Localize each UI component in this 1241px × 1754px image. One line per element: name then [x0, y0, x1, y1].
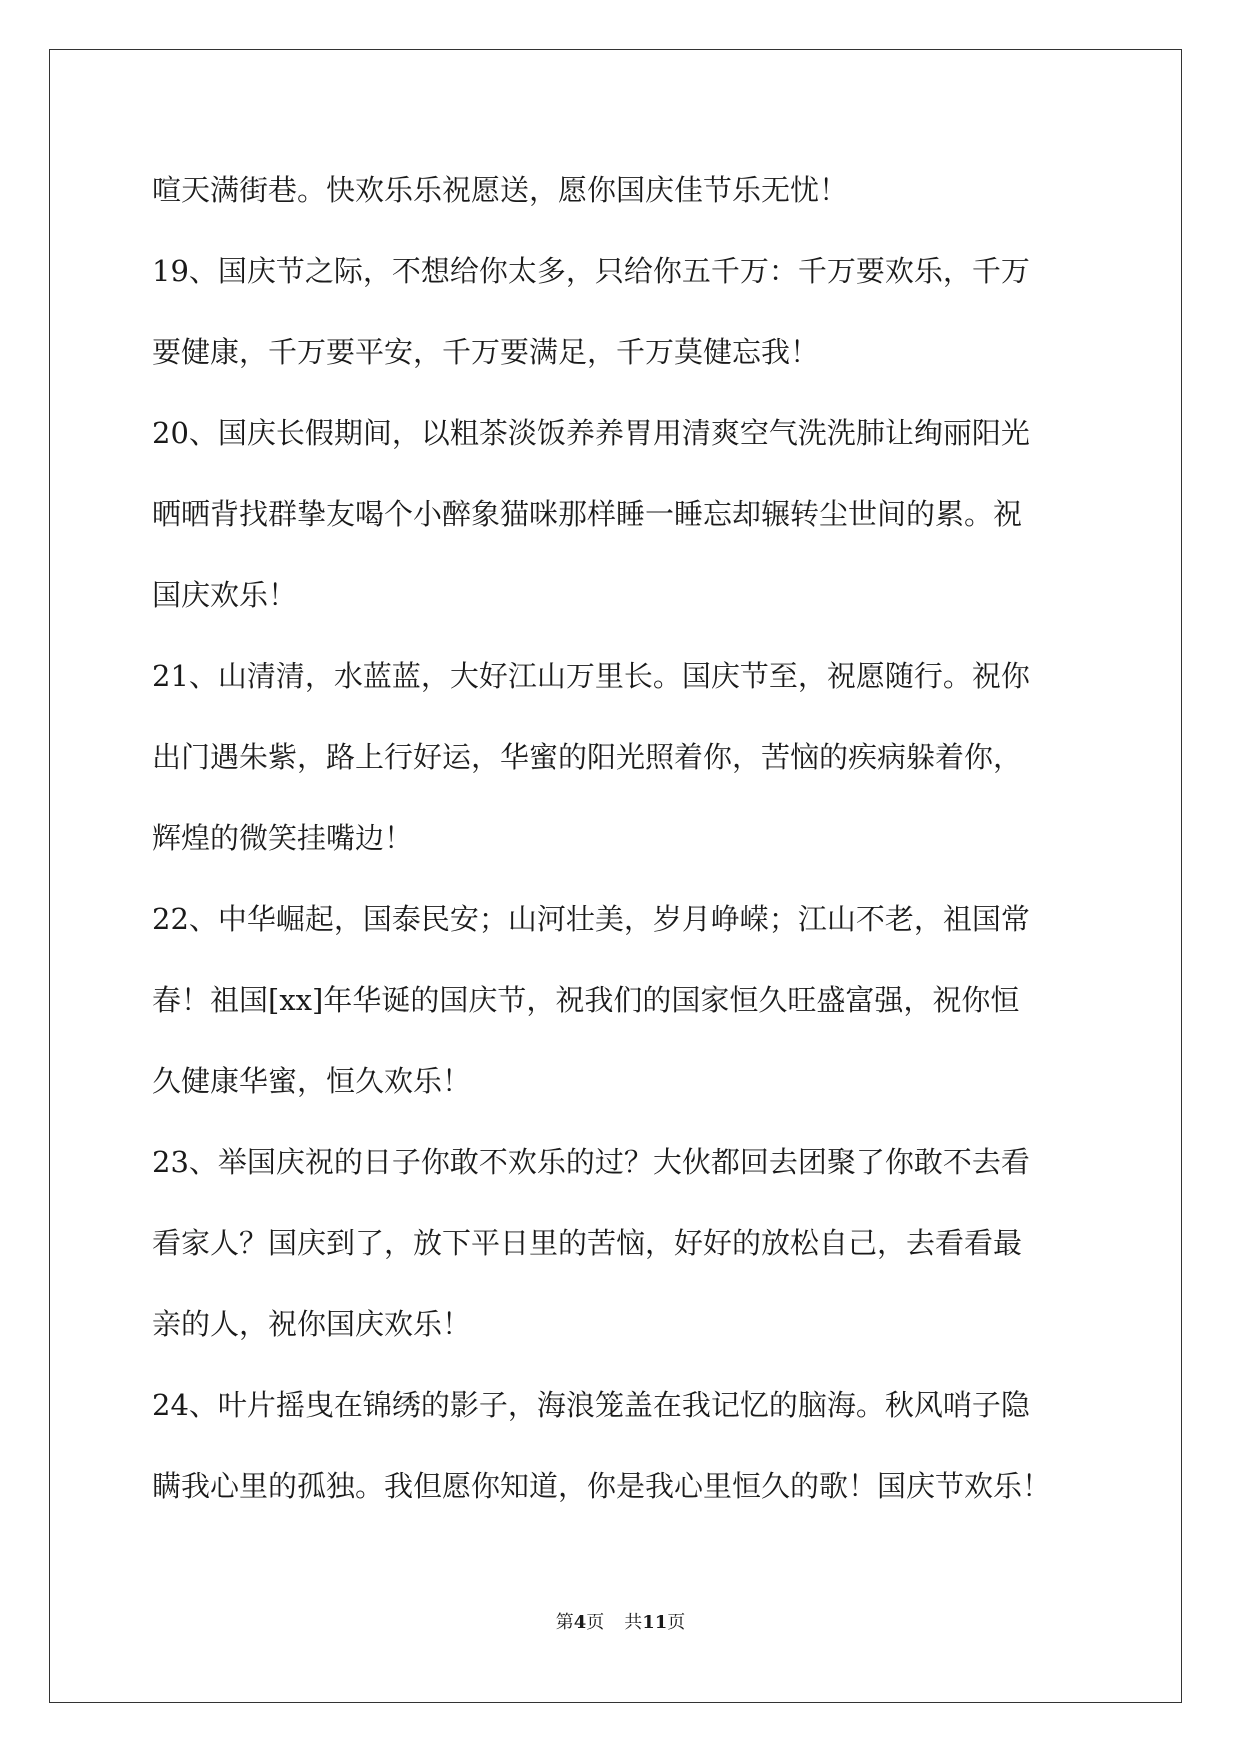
text-line: 瞒我心里的孤独。我但愿你知道，你是我心里恒久的歌！国庆节欢乐！ [152, 1469, 1052, 1503]
text-line: 看家人？国庆到了，放下平日里的苦恼，好好的放松自己，去看看最 [152, 1226, 1023, 1260]
page-footer [0, 1608, 1241, 1634]
total-pages: 11 [642, 1612, 668, 1633]
document-body [152, 150, 1092, 1527]
text-line: 喧天满街巷。快欢乐乐祝愿送，愿你国庆佳节乐无忧！ [152, 173, 849, 207]
text-line: 久健康华蜜，恒久欢乐！ [152, 1064, 472, 1098]
page-number: 4 [573, 1612, 587, 1633]
text-line: 21、山清清，水蓝蓝，大好江山万里长。国庆节至，祝愿随行。祝你 [152, 659, 1030, 693]
text-line: 要健康，千万要平安，千万要满足，千万莫健忘我！ [152, 335, 820, 369]
text-line: 国庆欢乐！ [152, 578, 298, 612]
text-line: 22、中华崛起，国泰民安；山河壮美，岁月峥嵘；江山不老，祖国常 [152, 902, 1030, 936]
text-line: 亲的人，祝你国庆欢乐！ [152, 1307, 472, 1341]
text-line: 春！祖国[xx]年华诞的国庆节，祝我们的国家恒久旺盛富强，祝你恒 [152, 983, 1020, 1017]
total-prefix: 共 [624, 1612, 643, 1633]
text-line: 20、国庆长假期间，以粗茶淡饭养养胃用清爽空气洗洗肺让绚丽阳光 [152, 416, 1030, 450]
text-line: 辉煌的微笑挂嘴边！ [152, 821, 414, 855]
page-suffix: 页 [586, 1612, 605, 1633]
page-prefix: 第 [555, 1612, 574, 1633]
text-line: 19、国庆节之际，不想给你太多，只给你五千万：千万要欢乐，千万 [152, 254, 1030, 288]
total-suffix: 页 [667, 1612, 686, 1633]
text-line: 晒晒背找群挚友喝个小醉象猫咪那样睡一睡忘却辗转尘世间的累。祝 [152, 497, 1023, 531]
text-line: 出门遇朱紫，路上行好运，华蜜的阳光照着你，苦恼的疾病躲着你， [152, 740, 1023, 774]
text-line: 23、举国庆祝的日子你敢不欢乐的过？大伙都回去团聚了你敢不去看 [152, 1145, 1030, 1179]
text-line: 24、叶片摇曳在锦绣的影子，海浪笼盖在我记忆的脑海。秋风哨子隐 [152, 1388, 1030, 1422]
